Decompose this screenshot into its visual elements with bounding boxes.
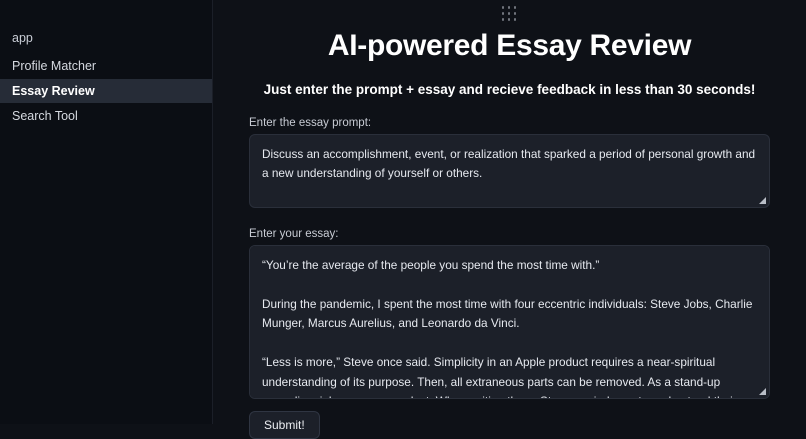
essay-field-wrapper: [249, 245, 770, 399]
sidebar-item-app[interactable]: [0, 26, 212, 50]
grip-dot: [508, 6, 511, 9]
sidebar-item-profile-matcher[interactable]: [0, 54, 212, 78]
submit-row: [249, 411, 770, 439]
page-body: [213, 0, 806, 439]
sidebar-item-label: Profile Matcher: [12, 59, 97, 73]
essay-prompt-input[interactable]: [249, 134, 770, 208]
essay-input[interactable]: [249, 245, 770, 399]
sidebar-item-search-tool[interactable]: [0, 104, 212, 128]
main-content: [213, 0, 806, 432]
grip-dot: [502, 18, 505, 21]
grip-dot: [508, 18, 511, 21]
page-subtitle: Just enter the prompt + essay and recieve feedback in less than 30 seconds!: [263, 82, 756, 97]
sidebar: [0, 0, 213, 424]
grip-dot: [514, 12, 517, 15]
sidebar-item-label: Essay Review: [12, 84, 95, 98]
grip-dot: [502, 12, 505, 15]
grip-dot: [502, 6, 505, 9]
grip-dot: [514, 18, 517, 21]
grip-dot: [508, 12, 511, 15]
submit-button[interactable]: Submit!: [249, 411, 320, 439]
page-title: AI-powered Essay Review: [327, 29, 692, 62]
sidebar-item-essay-review[interactable]: [0, 79, 212, 103]
essay-resize-handle-icon[interactable]: [758, 387, 767, 396]
prompt-field-label: Enter the essay prompt:: [249, 117, 372, 129]
prompt-resize-handle-icon[interactable]: [758, 196, 767, 205]
drag-handle-icon[interactable]: [502, 6, 518, 20]
prompt-field-wrapper: [249, 134, 770, 208]
sidebar-item-label: app: [12, 31, 33, 45]
sidebar-item-label: Search Tool: [12, 109, 78, 123]
essay-field-label: Enter your essay:: [249, 228, 339, 240]
grip-dot: [514, 6, 517, 9]
